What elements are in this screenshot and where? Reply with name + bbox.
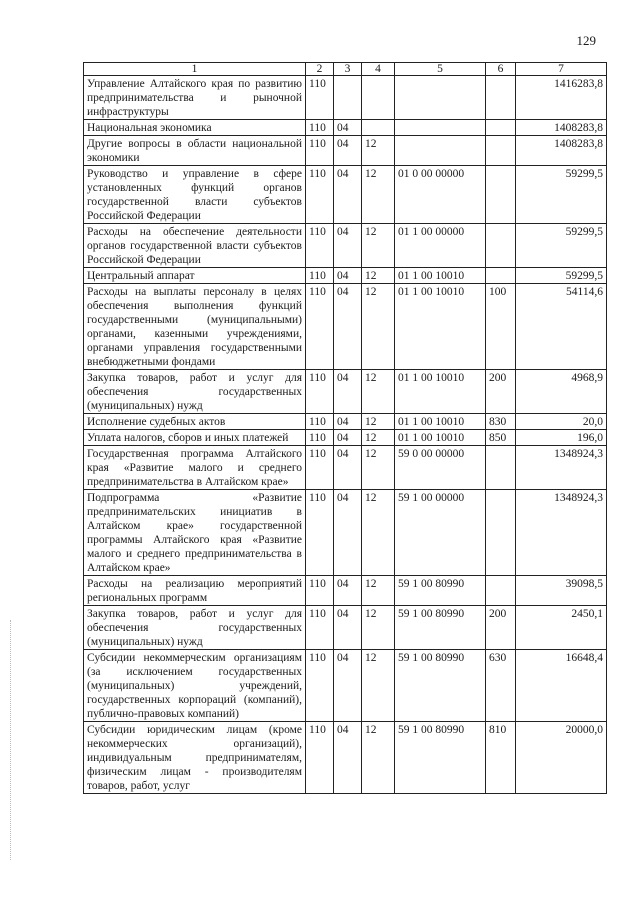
header-cell: 6 xyxy=(486,63,516,76)
row-amount-cell: 54114,6 xyxy=(516,284,607,370)
row-grbs-cell: 110 xyxy=(306,224,334,268)
row-subsection-cell xyxy=(362,120,395,136)
row-expense-type-cell: 200 xyxy=(486,606,516,650)
row-target-article-cell: 01 1 00 10010 xyxy=(395,284,486,370)
row-expense-type-cell: 100 xyxy=(486,284,516,370)
row-section-cell: 04 xyxy=(334,224,362,268)
row-target-article-cell: 59 1 00 80990 xyxy=(395,606,486,650)
row-expense-type-cell xyxy=(486,120,516,136)
row-expense-type-cell xyxy=(486,576,516,606)
row-amount-cell: 16648,4 xyxy=(516,650,607,722)
row-grbs-cell: 110 xyxy=(306,430,334,446)
row-grbs-cell: 110 xyxy=(306,722,334,794)
page-number: 129 xyxy=(576,33,596,48)
row-target-article-cell: 59 0 00 00000 xyxy=(395,446,486,490)
row-grbs-cell: 110 xyxy=(306,490,334,576)
row-expense-type-cell: 630 xyxy=(486,650,516,722)
row-amount-cell: 59299,5 xyxy=(516,268,607,284)
table-row xyxy=(84,576,607,606)
row-expense-type-cell xyxy=(486,224,516,268)
row-subsection-cell: 12 xyxy=(362,284,395,370)
row-name-cell: Расходы на обеспечение деятельности органов государственной власти субъектов Российской Федерации xyxy=(84,224,306,268)
row-grbs-cell: 110 xyxy=(306,414,334,430)
row-name-cell: Уплата налогов, сборов и иных платежей xyxy=(84,430,306,446)
budget-table xyxy=(83,62,607,794)
row-subsection-cell: 12 xyxy=(362,446,395,490)
row-subsection-cell: 12 xyxy=(362,166,395,224)
row-name-cell: Центральный аппарат xyxy=(84,268,306,284)
row-amount-cell: 20000,0 xyxy=(516,722,607,794)
row-target-article-cell: 01 1 00 10010 xyxy=(395,268,486,284)
row-amount-cell: 1348924,3 xyxy=(516,490,607,576)
row-section-cell: 04 xyxy=(334,268,362,284)
row-grbs-cell: 110 xyxy=(306,284,334,370)
row-amount-cell: 196,0 xyxy=(516,430,607,446)
row-subsection-cell: 12 xyxy=(362,136,395,166)
row-target-article-cell: 59 1 00 80990 xyxy=(395,650,486,722)
row-name-cell: Руководство и управление в сфере установленных функций органов государственной власти субъектов Российской Федерации xyxy=(84,166,306,224)
row-name-cell: Расходы на реализацию мероприятий региональных программ xyxy=(84,576,306,606)
row-amount-cell: 20,0 xyxy=(516,414,607,430)
row-target-article-cell xyxy=(395,136,486,166)
table-row xyxy=(84,268,607,284)
row-expense-type-cell: 810 xyxy=(486,722,516,794)
row-grbs-cell: 110 xyxy=(306,650,334,722)
table-row xyxy=(84,224,607,268)
row-section-cell: 04 xyxy=(334,284,362,370)
row-name-cell: Закупка товаров, работ и услуг для обеспечения государственных (муниципальных) нужд xyxy=(84,370,306,414)
header-cell: 5 xyxy=(395,63,486,76)
row-name-cell: Субсидии некоммерческим организациям (за исключением государственных (муниципальных) учреждений, государственных корпораций (компаний), публично-правовых компаний) xyxy=(84,650,306,722)
row-section-cell xyxy=(334,76,362,120)
row-grbs-cell: 110 xyxy=(306,136,334,166)
row-target-article-cell: 59 1 00 80990 xyxy=(395,576,486,606)
row-section-cell: 04 xyxy=(334,446,362,490)
row-subsection-cell: 12 xyxy=(362,370,395,414)
row-section-cell: 04 xyxy=(334,166,362,224)
table-row xyxy=(84,284,607,370)
row-amount-cell: 1348924,3 xyxy=(516,446,607,490)
table-row xyxy=(84,136,607,166)
table-row xyxy=(84,166,607,224)
row-subsection-cell: 12 xyxy=(362,576,395,606)
row-section-cell: 04 xyxy=(334,370,362,414)
row-target-article-cell xyxy=(395,120,486,136)
row-section-cell: 04 xyxy=(334,576,362,606)
row-grbs-cell: 110 xyxy=(306,76,334,120)
table-row xyxy=(84,490,607,576)
row-section-cell: 04 xyxy=(334,606,362,650)
table-row xyxy=(84,446,607,490)
row-amount-cell: 1416283,8 xyxy=(516,76,607,120)
row-expense-type-cell xyxy=(486,166,516,224)
header-cell: 2 xyxy=(306,63,334,76)
row-target-article-cell: 59 1 00 80990 xyxy=(395,722,486,794)
row-section-cell: 04 xyxy=(334,722,362,794)
header-cell: 3 xyxy=(334,63,362,76)
row-section-cell: 04 xyxy=(334,490,362,576)
table-row xyxy=(84,120,607,136)
row-subsection-cell: 12 xyxy=(362,722,395,794)
row-name-cell: Другие вопросы в области национальной экономики xyxy=(84,136,306,166)
row-name-cell: Государственная программа Алтайского края «Развитие малого и среднего предпринимательства в Алтайском крае» xyxy=(84,446,306,490)
row-subsection-cell: 12 xyxy=(362,414,395,430)
row-subsection-cell: 12 xyxy=(362,490,395,576)
row-grbs-cell: 110 xyxy=(306,576,334,606)
row-amount-cell: 1408283,8 xyxy=(516,136,607,166)
row-subsection-cell: 12 xyxy=(362,224,395,268)
row-section-cell: 04 xyxy=(334,136,362,166)
row-section-cell: 04 xyxy=(334,414,362,430)
row-name-cell: Национальная экономика xyxy=(84,120,306,136)
table-row xyxy=(84,430,607,446)
table-row xyxy=(84,606,607,650)
row-target-article-cell: 01 1 00 10010 xyxy=(395,370,486,414)
row-expense-type-cell: 200 xyxy=(486,370,516,414)
row-subsection-cell: 12 xyxy=(362,430,395,446)
table-row xyxy=(84,650,607,722)
header-cell: 1 xyxy=(84,63,306,76)
row-target-article-cell: 01 1 00 10010 xyxy=(395,430,486,446)
row-expense-type-cell xyxy=(486,268,516,284)
row-grbs-cell: 110 xyxy=(306,370,334,414)
row-subsection-cell xyxy=(362,76,395,120)
row-name-cell: Субсидии юридическим лицам (кроме некоммерческих организаций), индивидуальным предпринимателям, физическим лицам - производителям товаров, работ, услуг xyxy=(84,722,306,794)
table-row xyxy=(84,722,607,794)
row-name-cell: Расходы на выплаты персоналу в целях обеспечения выполнения функций государственными (муниципальными) органами, казенными учреждениями, органами управления государственными внебюджетными фондами xyxy=(84,284,306,370)
header-cell: 4 xyxy=(362,63,395,76)
row-expense-type-cell: 830 xyxy=(486,414,516,430)
row-section-cell: 04 xyxy=(334,430,362,446)
row-expense-type-cell xyxy=(486,136,516,166)
row-amount-cell: 59299,5 xyxy=(516,224,607,268)
margin-dots xyxy=(10,620,12,860)
row-subsection-cell: 12 xyxy=(362,650,395,722)
row-amount-cell: 2450,1 xyxy=(516,606,607,650)
row-grbs-cell: 110 xyxy=(306,268,334,284)
table-row xyxy=(84,370,607,414)
row-amount-cell: 39098,5 xyxy=(516,576,607,606)
row-section-cell: 04 xyxy=(334,650,362,722)
header-cell: 7 xyxy=(516,63,607,76)
row-expense-type-cell: 850 xyxy=(486,430,516,446)
row-amount-cell: 4968,9 xyxy=(516,370,607,414)
row-subsection-cell: 12 xyxy=(362,268,395,284)
row-amount-cell: 1408283,8 xyxy=(516,120,607,136)
row-target-article-cell: 01 1 00 10010 xyxy=(395,414,486,430)
row-grbs-cell: 110 xyxy=(306,166,334,224)
row-expense-type-cell xyxy=(486,446,516,490)
table-body xyxy=(84,76,607,794)
row-expense-type-cell xyxy=(486,490,516,576)
row-grbs-cell: 110 xyxy=(306,446,334,490)
row-name-cell: Исполнение судебных актов xyxy=(84,414,306,430)
row-name-cell: Управление Алтайского края по развитию предпринимательства и рыночной инфраструктуры xyxy=(84,76,306,120)
row-section-cell: 04 xyxy=(334,120,362,136)
row-name-cell: Закупка товаров, работ и услуг для обеспечения государственных (муниципальных) нужд xyxy=(84,606,306,650)
row-grbs-cell: 110 xyxy=(306,606,334,650)
row-name-cell: Подпрограмма «Развитие предпринимательских инициатив в Алтайском крае» государственной программы Алтайского края «Развитие малого и среднего предпринимательства в Алтайском крае» xyxy=(84,490,306,576)
header-row xyxy=(84,63,607,76)
row-grbs-cell: 110 xyxy=(306,120,334,136)
table-row xyxy=(84,414,607,430)
row-subsection-cell: 12 xyxy=(362,606,395,650)
row-expense-type-cell xyxy=(486,76,516,120)
row-target-article-cell xyxy=(395,76,486,120)
row-amount-cell: 59299,5 xyxy=(516,166,607,224)
row-target-article-cell: 01 0 00 00000 xyxy=(395,166,486,224)
row-target-article-cell: 59 1 00 00000 xyxy=(395,490,486,576)
table-row xyxy=(84,76,607,120)
row-target-article-cell: 01 1 00 00000 xyxy=(395,224,486,268)
